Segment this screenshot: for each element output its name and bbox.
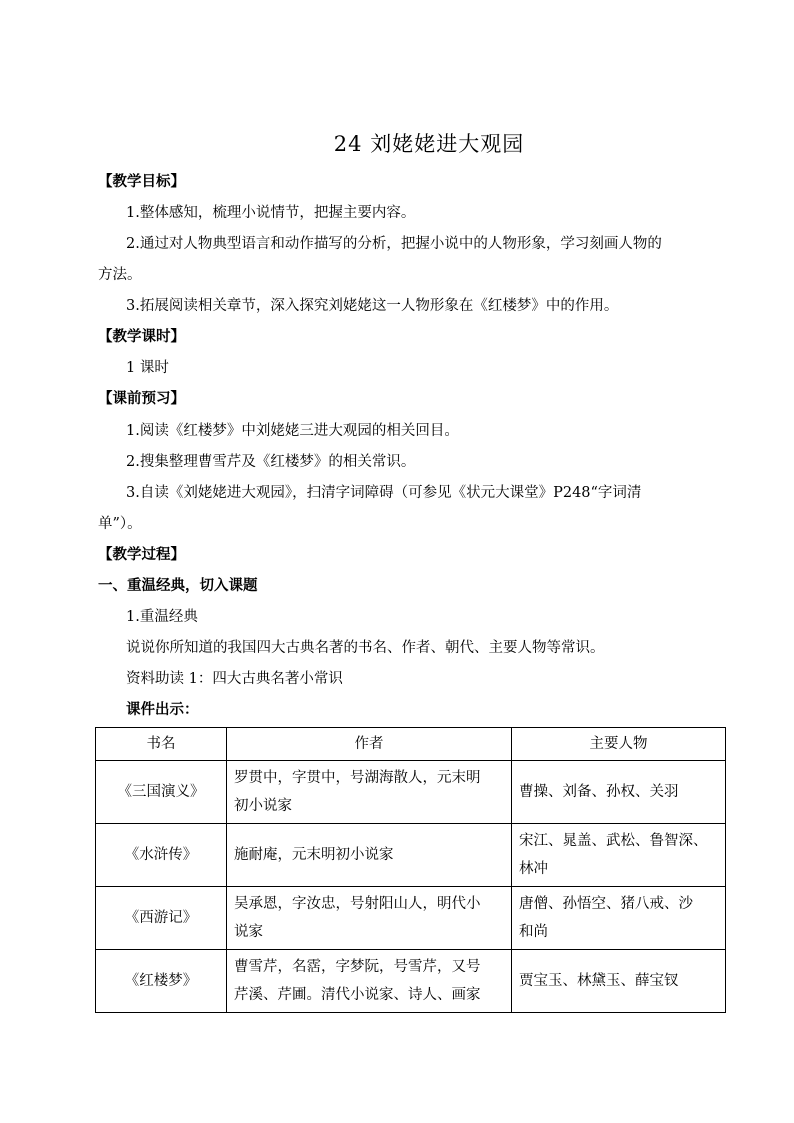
process-heading: 【教学过程】	[98, 547, 185, 563]
characters-line: 林冲	[519, 861, 548, 877]
author-line: 罗贯中，字贯中，号湖海散人，元末明	[234, 770, 481, 786]
cell-author	[227, 824, 512, 887]
cell-characters	[512, 761, 726, 824]
hours-heading: 【教学课时】	[98, 329, 185, 345]
author-line: 说家	[234, 924, 263, 940]
part1-line-3: 资料助读 1：四大古典名著小常识	[126, 671, 343, 687]
preview-heading: 【课前预习】	[98, 391, 185, 407]
cell-characters	[512, 824, 726, 887]
objective-1: 1.整体感知，梳理小说情节，把握主要内容。	[126, 205, 416, 221]
part1-line-2: 说说你所知道的我国四大古典名著的书名、作者、朝代、主要人物等常识。	[126, 640, 605, 656]
cell-book: 《西游记》	[96, 887, 227, 950]
preview-3: 3.自读《刘姥姥进大观园》，扫清字词障碍（可参见《状元大课堂》P248“字词清	[126, 485, 642, 501]
header-book: 书名	[96, 728, 227, 761]
preview-3-cont: 单”）。	[98, 516, 142, 532]
part1-heading: 一、重温经典，切入课题	[98, 578, 258, 594]
author-line: 施耐庵，元末明初小说家	[234, 847, 394, 863]
characters-line: 宋江、晁盖、武松、鲁智深、	[519, 833, 708, 849]
table-row	[96, 887, 726, 950]
author-line: 初小说家	[234, 798, 292, 814]
table-header-row	[96, 728, 726, 761]
page-title: 24 刘姥姥进大观园	[333, 132, 525, 156]
cell-author	[227, 950, 512, 1013]
cell-book: 《红楼梦》	[96, 950, 227, 1013]
cell-book: 《水浒传》	[96, 824, 227, 887]
cell-book: 《三国演义》	[96, 761, 227, 824]
cell-characters	[512, 887, 726, 950]
cell-author	[227, 761, 512, 824]
objective-3: 3.拓展阅读相关章节，深入探究刘姥姥这一人物形象在《红楼梦》中的作用。	[126, 298, 619, 314]
characters-line: 贾宝玉、林黛玉、薛宝钗	[519, 973, 679, 989]
table-row	[96, 950, 726, 1013]
hours-value: 1 课时	[126, 360, 169, 376]
author-line: 吴承恩，字汝忠，号射阳山人，明代小	[234, 896, 481, 912]
objective-2: 2.通过对人物典型语言和动作描写的分析，把握小说中的人物形象，学习刻画人物的	[126, 236, 662, 252]
characters-line: 唐僧、孙悟空、猪八戒、沙	[519, 896, 693, 912]
cell-author	[227, 887, 512, 950]
classics-table	[95, 727, 726, 1013]
header-author: 作者	[227, 728, 512, 761]
objectives-heading: 【教学目标】	[98, 174, 185, 190]
cell-characters	[512, 950, 726, 1013]
table-row	[96, 824, 726, 887]
table-row	[96, 761, 726, 824]
preview-2: 2.搜集整理曹雪芹及《红楼梦》的相关常识。	[126, 454, 416, 470]
part1-line-1: 1.重温经典	[126, 609, 198, 625]
author-line: 曹雪芹，名霑，字梦阮，号雪芹，又号	[234, 959, 481, 975]
courseware-label: 课件出示：	[126, 702, 199, 718]
header-characters: 主要人物	[512, 728, 726, 761]
characters-line: 和尚	[519, 924, 548, 940]
objective-2-cont: 方法。	[98, 267, 142, 283]
characters-line: 曹操、刘备、孙权、关羽	[519, 784, 679, 800]
author-line: 芹溪、芹圃。清代小说家、诗人、画家	[234, 987, 481, 1003]
preview-1: 1.阅读《红楼梦》中刘姥姥三进大观园的相关回目。	[126, 423, 459, 439]
